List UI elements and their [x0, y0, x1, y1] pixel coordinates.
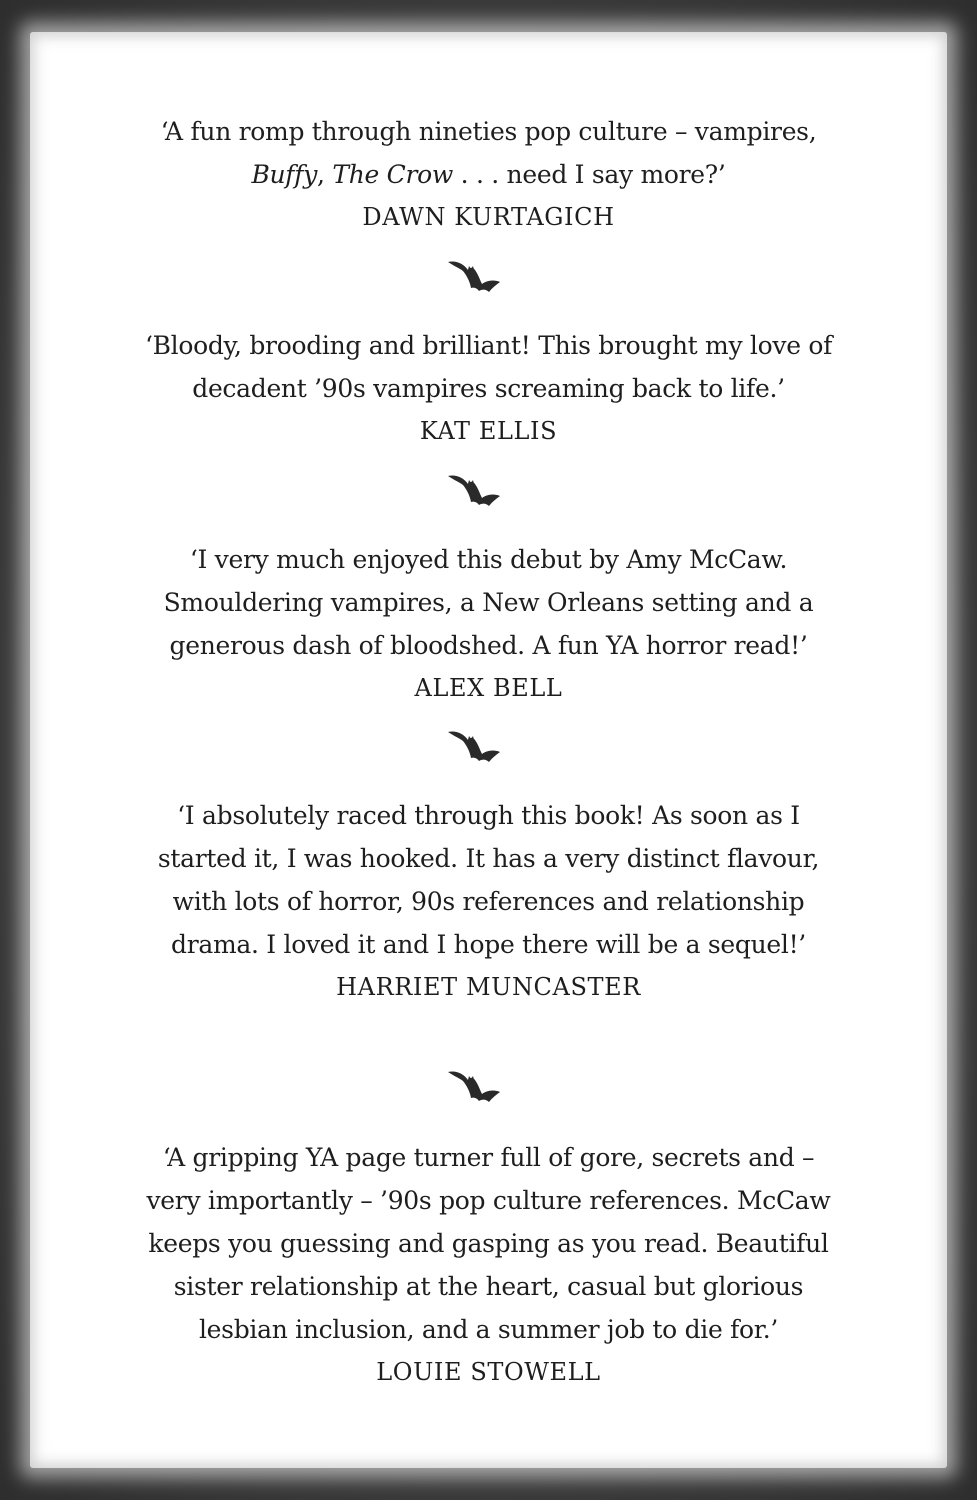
bat-icon — [446, 1068, 502, 1108]
blurb-4 — [0, 794, 977, 1009]
blurb-author: LOUIE STOWELL — [376, 1358, 601, 1386]
blurb-3 — [0, 538, 977, 710]
blurb-5 — [0, 1136, 977, 1394]
quote-line: with lots of horror, 90s references and relationship — [172, 887, 805, 916]
blurb-2 — [0, 324, 977, 453]
blurb-author: HARRIET MUNCASTER — [336, 973, 641, 1001]
bat-icon — [446, 472, 502, 512]
quote-line: ‘A fun romp through nineties pop culture – vampires, — [160, 117, 817, 146]
blurb-author: KAT ELLIS — [419, 417, 558, 445]
title-buffy: Buffy — [251, 160, 318, 189]
quote-line: Smouldering vampires, a New Orleans setting and a — [163, 588, 814, 617]
bat-icon — [446, 728, 502, 768]
quote-line: started it, I was hooked. It has a very distinct flavour, — [157, 844, 820, 873]
quote-line: lesbian inclusion, and a summer job to die for.’ — [198, 1315, 779, 1344]
blurb-1 — [0, 110, 977, 239]
quote-line: drama. I loved it and I hope there will be a sequel!’ — [171, 930, 806, 959]
blurb-author: DAWN KURTAGICH — [362, 203, 615, 231]
quote-line: Buffy, The Crow . . . need I say more?’ — [251, 160, 726, 189]
quote-line: ‘I absolutely raced through this book! As soon as I — [177, 801, 800, 830]
quote-line: very importantly – ’90s pop culture references. McCaw — [146, 1186, 831, 1215]
quote-line: ‘Bloody, brooding and brilliant! This brought my love of — [144, 331, 833, 360]
title-the-crow: The Crow — [332, 160, 453, 189]
quote-line: ‘A gripping YA page turner full of gore, secrets and – — [162, 1143, 815, 1172]
blurb-author: ALEX BELL — [414, 674, 563, 702]
quote-line: keeps you guessing and gasping as you read. Beautiful — [148, 1229, 829, 1258]
quote-line: ‘I very much enjoyed this debut by Amy McCaw. — [189, 545, 788, 574]
quote-line: sister relationship at the heart, casual but glorious — [173, 1272, 804, 1301]
bat-icon — [446, 258, 502, 298]
quote-line: decadent ’90s vampires screaming back to life.’ — [192, 374, 785, 403]
quote-line: generous dash of bloodshed. A fun YA horror read!’ — [169, 631, 808, 660]
